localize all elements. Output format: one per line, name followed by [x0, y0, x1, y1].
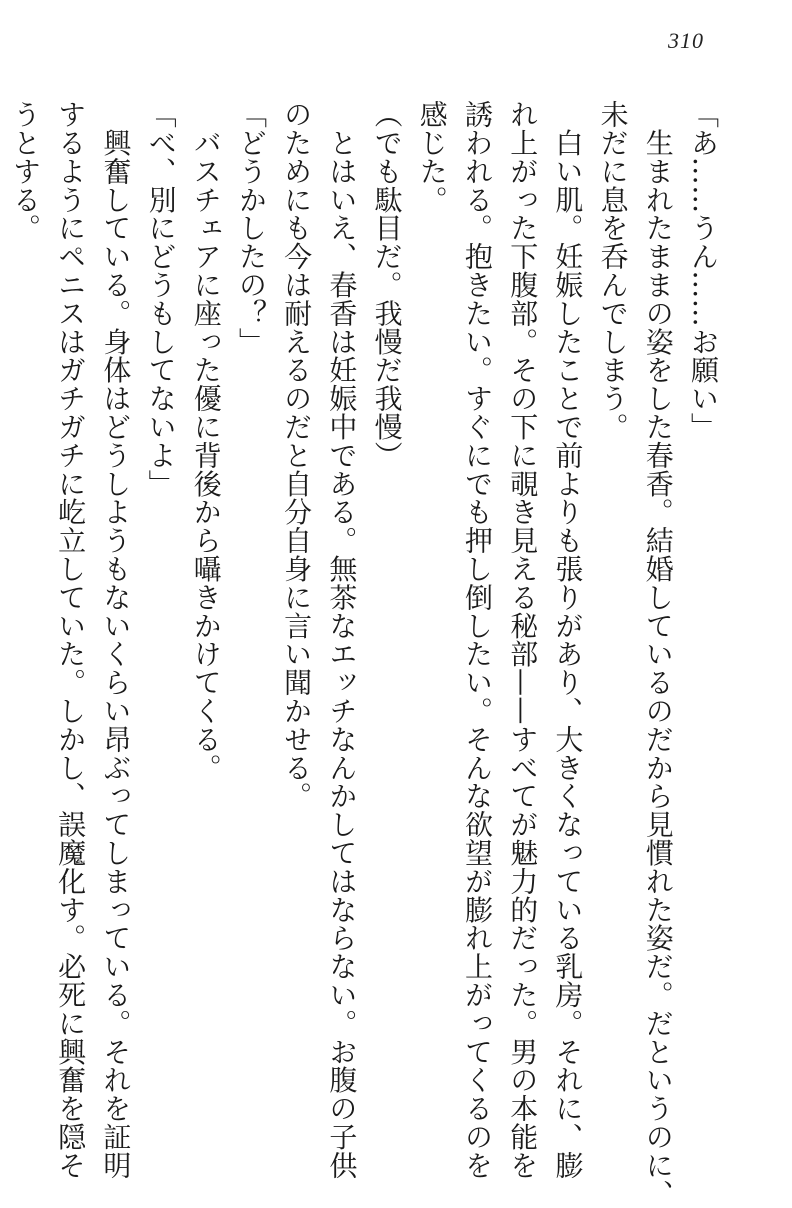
text-line: とはいえ、春香は妊娠中である。無茶なエッチなんかしてはならない。お腹の子供: [325, 100, 359, 1180]
text-line: のためにも今は耐えるのだと自分自身に言い聞かせる。: [280, 100, 314, 810]
text-line: 白い肌。妊娠したことで前よりも張りがあり、大きくなっている乳房。それに、膨: [551, 100, 585, 1180]
page-number: 310: [668, 28, 704, 53]
text-line: （でも駄目だ。我慢だ我慢）: [370, 100, 404, 470]
text-line: 生まれたままの姿をした春香。結婚しているのだから見慣れた姿だ。だというのに、: [641, 100, 675, 1208]
text-line: れ上がった下腹部。その下に覗き見える秘部——すべてが魅力的だった。男の本能を: [506, 100, 540, 1180]
text-line: 感じた。: [415, 100, 449, 214]
text-line: 興奮している。身体はどうしようもないくらい昂ぶってしまっている。それを証明: [99, 100, 133, 1180]
text-line: うとする。: [8, 100, 42, 242]
text-line: 「どうかしたの？」: [234, 100, 268, 356]
text-line: するようにペニスはガチガチに屹立していた。しかし、誤魔化す。必死に興奮を隠そ: [54, 100, 88, 1180]
body-text: [8, 100, 726, 1208]
text-line: バスチェアに座った優に背後から囁きかけてくる。: [189, 100, 223, 782]
text-line: [0, 100, 3, 1160]
text-line: 誘われる。抱きたい。すぐにでも押し倒したい。そんな欲望が膨れ上がってくるのを: [460, 100, 494, 1180]
text-line: 未だに息を呑んでしまう。: [596, 100, 630, 441]
text-line: 「あ……うん……お願い」: [687, 100, 720, 441]
text-line: 「べ、別にどうもしてないよ」: [144, 100, 178, 498]
